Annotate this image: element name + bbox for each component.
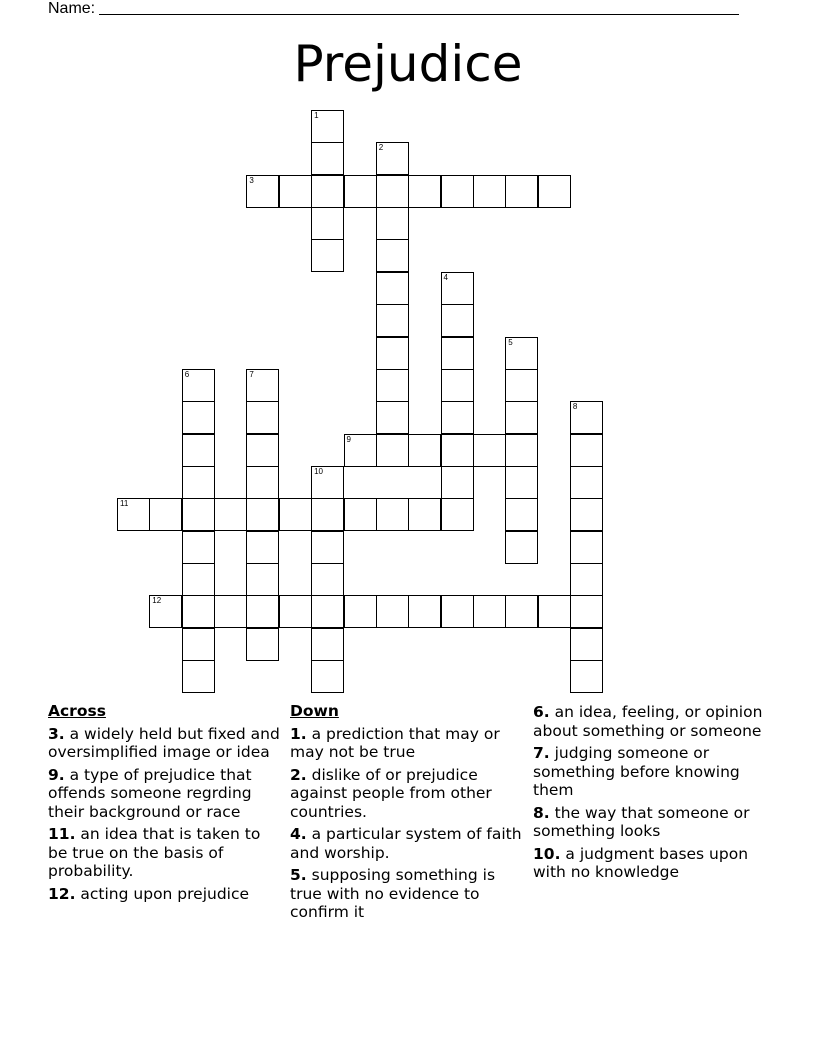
grid-cell[interactable] — [311, 628, 344, 661]
grid-cell[interactable] — [344, 434, 377, 467]
grid-cell[interactable] — [311, 239, 344, 272]
grid-cell[interactable] — [376, 369, 409, 402]
clue-number: 5. — [290, 866, 307, 884]
grid-cell[interactable] — [311, 531, 344, 564]
grid-cell[interactable] — [344, 175, 377, 208]
clue-down-10 — [533, 845, 773, 882]
grid-cell[interactable] — [408, 175, 441, 208]
cell-number: 10 — [314, 466, 323, 476]
clue-text: a particular system of faith and worship. — [290, 825, 522, 862]
grid-cell[interactable] — [570, 595, 603, 628]
grid-cell[interactable] — [376, 337, 409, 370]
clue-text: dislike of or prejudice against people from other countries. — [290, 765, 492, 821]
grid-cell[interactable] — [376, 175, 409, 208]
clue-number: 9. — [48, 765, 65, 784]
grid-cell[interactable] — [570, 498, 603, 531]
clue-number: 4. — [290, 825, 307, 843]
grid-cell[interactable] — [505, 401, 538, 434]
grid-cell[interactable] — [246, 628, 279, 661]
cell-number: 1 — [314, 111, 319, 120]
grid-cell[interactable] — [117, 498, 150, 531]
grid-cell[interactable] — [441, 595, 474, 628]
grid-cell[interactable] — [246, 434, 279, 467]
cell-number: 2 — [378, 143, 384, 153]
grid-cell[interactable] — [441, 369, 474, 402]
clue-across-3 — [48, 725, 280, 762]
grid-cell[interactable] — [344, 498, 377, 531]
cell-number: 11 — [120, 499, 129, 509]
clue-across-12 — [48, 885, 280, 904]
grid-cell[interactable] — [246, 401, 279, 434]
grid-cell[interactable] — [376, 207, 409, 240]
clue-number: 7. — [533, 744, 550, 762]
clue-text: a judgment bases upon with no knowledge — [533, 844, 749, 881]
grid-cell[interactable] — [505, 595, 538, 628]
grid-cell[interactable] — [570, 434, 603, 467]
grid-cell[interactable] — [441, 304, 474, 337]
clue-down-5 — [290, 866, 526, 922]
cell-number: 3 — [249, 175, 254, 185]
grid-cell[interactable] — [182, 401, 215, 434]
grid-cell[interactable] — [376, 434, 409, 467]
grid-cell[interactable] — [182, 660, 215, 693]
cell-number: 8 — [572, 402, 578, 412]
grid-cell[interactable] — [182, 434, 215, 467]
grid-cell[interactable] — [441, 466, 474, 499]
grid-cell[interactable] — [311, 110, 344, 143]
grid-cell[interactable] — [408, 595, 441, 628]
cell-number: 9 — [346, 434, 351, 444]
cell-number: 12 — [152, 596, 162, 606]
grid-cell[interactable] — [570, 628, 603, 661]
clue-text: an idea, feeling, or opinion about something or someone — [533, 703, 763, 740]
grid-cell[interactable] — [441, 272, 474, 305]
grid-cell[interactable] — [473, 434, 506, 467]
clue-text: acting upon prejudice — [80, 884, 250, 903]
grid-cell[interactable] — [246, 175, 279, 208]
grid-cell[interactable] — [473, 175, 506, 208]
grid-cell[interactable] — [441, 434, 474, 467]
clue-text: judging someone or something before knowing them — [533, 744, 740, 799]
grid-cell[interactable] — [505, 337, 538, 370]
clue-text: a prediction that may or may not be true — [290, 724, 500, 761]
clue-number: 1. — [290, 724, 307, 743]
grid-cell[interactable] — [376, 272, 409, 305]
grid-cell[interactable] — [182, 628, 215, 661]
grid-cell[interactable] — [246, 498, 279, 531]
cell-number: 6 — [184, 369, 190, 379]
clue-down-8 — [533, 804, 773, 841]
grid-cell[interactable] — [279, 498, 312, 531]
grid-cell[interactable] — [311, 563, 344, 596]
grid-cell[interactable] — [376, 595, 409, 628]
grid-cell[interactable] — [473, 595, 506, 628]
grid-cell[interactable] — [246, 531, 279, 564]
grid-cell[interactable] — [279, 595, 312, 628]
grid-cell[interactable] — [376, 401, 409, 434]
grid-cell[interactable] — [408, 434, 441, 467]
grid-cell[interactable] — [149, 498, 182, 531]
grid-cell[interactable] — [246, 466, 279, 499]
puzzle-title: Prejudice — [293, 35, 523, 93]
grid-cell[interactable] — [311, 175, 344, 208]
grid-cell[interactable] — [182, 563, 215, 596]
clue-text: an idea that is taken to be true on the basis of probability. — [48, 825, 261, 880]
grid-cell[interactable] — [376, 304, 409, 337]
grid-cell[interactable] — [182, 369, 215, 402]
grid-cell[interactable] — [311, 595, 344, 628]
grid-cell[interactable] — [344, 595, 377, 628]
grid-cell[interactable] — [570, 531, 603, 564]
grid-cell[interactable] — [246, 595, 279, 628]
grid-cell[interactable] — [505, 175, 538, 208]
across-clues — [48, 702, 280, 907]
clue-down-7 — [533, 744, 773, 800]
grid-cell[interactable] — [279, 175, 312, 208]
grid-cell[interactable] — [441, 175, 474, 208]
clue-across-9 — [48, 766, 280, 822]
grid-cell[interactable] — [570, 660, 603, 693]
grid-cell[interactable] — [311, 660, 344, 693]
grid-cell[interactable] — [505, 369, 538, 402]
grid-cell[interactable] — [182, 498, 215, 531]
clue-across-11 — [48, 825, 280, 881]
grid-cell[interactable] — [149, 595, 182, 628]
grid-cell[interactable] — [182, 595, 215, 628]
grid-cell[interactable] — [570, 401, 603, 434]
clue-text: supposing something is true with no evidence to confirm it — [290, 866, 496, 921]
cell-number: 5 — [508, 337, 513, 347]
grid-cell[interactable] — [311, 498, 344, 531]
grid-cell[interactable] — [538, 175, 571, 208]
clue-number: 8. — [533, 803, 550, 822]
clue-number: 11. — [48, 825, 76, 843]
grid-cell[interactable] — [311, 207, 344, 240]
clue-text: a type of prejudice that offends someone regrding their background or race — [48, 765, 252, 821]
clue-number: 2. — [290, 765, 307, 784]
grid-cell[interactable] — [538, 595, 571, 628]
grid-cell[interactable] — [505, 434, 538, 467]
grid-cell[interactable] — [311, 142, 344, 175]
grid-cell[interactable] — [182, 531, 215, 564]
clue-down-2 — [290, 766, 526, 822]
grid-cell[interactable] — [376, 239, 409, 272]
cell-number: 4 — [443, 272, 448, 282]
clue-text: the way that someone or something looks — [533, 803, 750, 840]
down-heading: Down — [290, 702, 339, 720]
cell-number: 7 — [249, 369, 254, 379]
clue-number: 3. — [48, 724, 65, 743]
clue-number: 12. — [48, 884, 76, 903]
clue-number: 6. — [533, 703, 550, 721]
grid-cell[interactable] — [311, 466, 344, 499]
grid-cell[interactable] — [441, 337, 474, 370]
grid-cell[interactable] — [214, 498, 247, 531]
name-label: Name: — [48, 0, 96, 17]
grid-cell[interactable] — [570, 466, 603, 499]
grid-cell[interactable] — [505, 498, 538, 531]
clue-down-1 — [290, 725, 526, 762]
grid-cell[interactable] — [376, 498, 409, 531]
grid-cell[interactable] — [246, 563, 279, 596]
grid-cell[interactable] — [182, 466, 215, 499]
clue-down-4 — [290, 825, 526, 862]
down-clues — [290, 702, 526, 926]
clue-text: a widely held but fixed and oversimplified image or idea — [48, 724, 280, 761]
grid-cell[interactable] — [408, 498, 441, 531]
grid-cell[interactable] — [246, 369, 279, 402]
clue-down-6 — [533, 703, 773, 740]
grid-cell[interactable] — [441, 498, 474, 531]
clue-number: 10. — [533, 844, 561, 863]
grid-cell[interactable] — [376, 142, 409, 175]
grid-cell[interactable] — [505, 531, 538, 564]
grid-cell[interactable] — [214, 595, 247, 628]
grid-cell[interactable] — [441, 401, 474, 434]
grid-cell[interactable] — [570, 563, 603, 596]
grid-cell[interactable] — [505, 466, 538, 499]
across-heading: Across — [48, 702, 106, 720]
down-clues-continued — [533, 703, 773, 886]
